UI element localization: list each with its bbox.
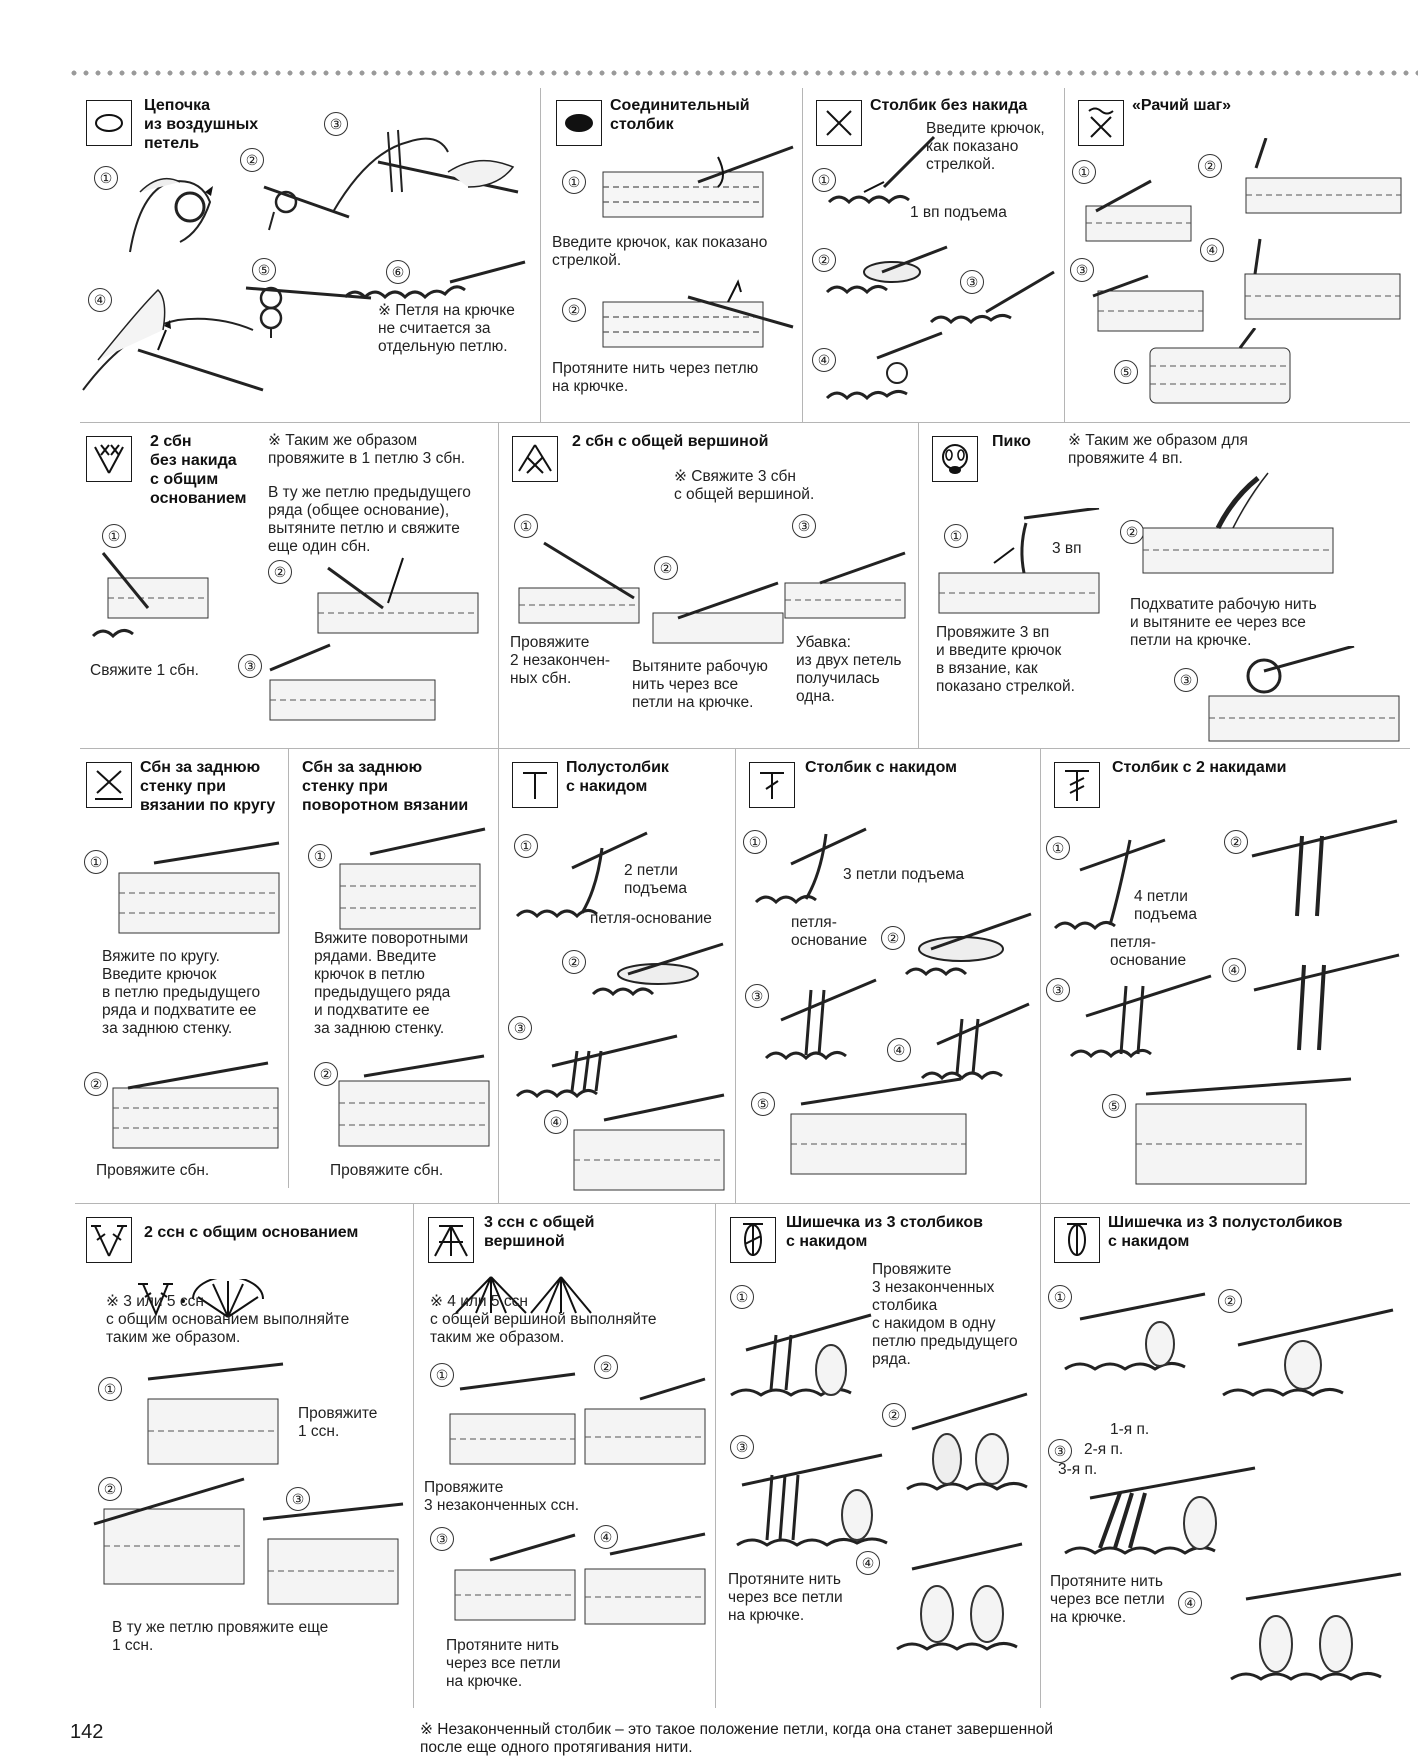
sc-back-round-illustration-1 [114, 838, 284, 938]
col-divider-r4-3 [1040, 1203, 1041, 1708]
step-3: ③ [1070, 258, 1094, 282]
sc-back-round-title: Сбн за заднюю стенку при вязании по кругу [140, 759, 276, 814]
step-3: ③ [792, 514, 816, 538]
crab-illustration-5 [1140, 328, 1300, 408]
bobble-slash-icon [730, 1217, 776, 1263]
slip-note-2: Протяните нить через петлю на крючке. [552, 360, 759, 395]
picot-note-2: 3 вп [1052, 540, 1082, 557]
step-4: ④ [544, 1110, 568, 1134]
sc-back-turning-illustration-1 [330, 824, 490, 934]
bobble-hdc-note-2: 2-я п. [1084, 1441, 1124, 1458]
step-1: ① [514, 514, 538, 538]
bobble-hdc-note-4: Протяните нить через все петли на крючке. [1050, 1573, 1165, 1626]
bobble-hdc-title: Шишечка из 3 полустолбиков с накидом [1108, 1214, 1343, 1250]
bobble-hdc-illustration-2 [1218, 1305, 1398, 1405]
sc-note-2: 1 вп подъема [910, 204, 1007, 221]
tilde-x-icon [1078, 100, 1124, 146]
step-2: ② [881, 926, 905, 950]
slip-illustration-2 [598, 272, 798, 352]
col-divider-r1-2 [802, 88, 803, 422]
step-2: ② [1218, 1289, 1242, 1313]
cell-crab-stitch [1070, 92, 1410, 420]
crab-illustration-2 [1226, 138, 1406, 218]
picot-illustration-1 [934, 508, 1104, 618]
bobble-dc-note-2: Протяните нить через все петли на крючке. [728, 1571, 843, 1624]
step-3: ③ [1174, 668, 1198, 692]
page-number: 142 [70, 1721, 104, 1743]
sc-back-turning-note-1: Вяжите поворотными рядами. Введите крючок в петлю предыдущего ряда и подхватите ее за заднюю стенку. [314, 930, 469, 1037]
t-slash-icon [749, 762, 795, 808]
chain-illustration-3 [328, 112, 528, 222]
step-1: ① [812, 168, 836, 192]
cell-picot [924, 428, 1408, 746]
bobble-hdc-note-1: 1-я п. [1110, 1421, 1150, 1438]
2sc-top-note-4: Убавка: из двух петель получилась одна. [796, 634, 902, 705]
step-3: ③ [960, 270, 984, 294]
3dc-top-illustration-2 [580, 1369, 710, 1469]
step-2: ② [1198, 154, 1222, 178]
2sc-top-illustration-3 [780, 538, 910, 628]
cell-double-crochet [741, 754, 1037, 1200]
step-4: ④ [1178, 1591, 1202, 1615]
x-underline-icon [86, 762, 132, 808]
step-4: ④ [88, 288, 112, 312]
hdc-note-2: петля-основание [590, 910, 712, 927]
step-2: ② [882, 1403, 906, 1427]
3dc-top-note-3: Протяните нить через все петли на крючке. [446, 1637, 561, 1690]
cell-2sc-common-base [78, 428, 496, 746]
col-divider-r2-2 [918, 422, 919, 748]
2sc-top-note-3: Вытяните рабочую нить через все петли на крючке. [632, 658, 768, 711]
tr-note-2: петля- основание [1110, 934, 1187, 969]
step-1: ① [94, 166, 118, 190]
chain-title: Цепочка из воздушных петель [144, 97, 259, 152]
step-2: ② [240, 148, 264, 172]
sc-back-turning-illustration-2 [334, 1046, 494, 1154]
step-1: ① [1048, 1285, 1072, 1309]
step-2: ② [268, 560, 292, 584]
hdc-illustration-2 [588, 934, 728, 1004]
step-5: ⑤ [1114, 360, 1138, 384]
step-3: ③ [238, 654, 262, 678]
step-3: ③ [730, 1435, 754, 1459]
bobble-hdc-illustration-3 [1060, 1453, 1260, 1563]
step-3: ③ [745, 984, 769, 1008]
step-4: ④ [1222, 958, 1246, 982]
3dc-top-illustration-4 [580, 1529, 710, 1629]
cell-3dc-common-top [420, 1209, 712, 1709]
dc-note-2: петля- основание [791, 914, 868, 949]
2sc-top-title: 2 сбн с общей вершиной [572, 433, 769, 450]
crab-illustration-3 [1088, 256, 1208, 336]
dotted-top-border [68, 68, 1418, 78]
oval-open-icon [86, 100, 132, 146]
picot-note-4: Провяжите 3 вп и введите крючок в вязание, как показано стрелкой. [936, 624, 1075, 695]
step-2: ② [562, 950, 586, 974]
step-2: ② [1224, 830, 1248, 854]
tr-title: Столбик с 2 накидами [1112, 759, 1287, 776]
step-1: ① [1046, 836, 1070, 860]
oval-filled-icon [556, 100, 602, 146]
step-1: ① [743, 830, 767, 854]
picot-illustration-3 [1204, 646, 1404, 744]
2sc-base-note-1: ※ Таким же образом провяжите в 1 петлю 3 сбн. [268, 432, 466, 467]
bobble-dc-title: Шишечка из 3 столбиков с накидом [786, 1214, 983, 1250]
dc-note-1: 3 петли подъема [843, 866, 965, 883]
t-icon [512, 762, 558, 808]
step-1: ① [84, 850, 108, 874]
sc-illustration-3 [926, 262, 1058, 332]
row-divider-2 [80, 748, 1410, 749]
tr-illustration-1 [1050, 830, 1170, 940]
cell-slip-stitch [548, 92, 800, 420]
cell-bobble-3hdc [1046, 1209, 1410, 1709]
2sc-base-illustration-1 [88, 548, 218, 638]
sc-note-1: Введите крючок, как показано стрелкой. [926, 120, 1045, 173]
chain-note: ※ Петля на крючке не считается за отдельную петлю. [378, 302, 515, 355]
cell-2sc-common-top [504, 428, 916, 746]
2sc-base-illustration-2 [308, 548, 488, 638]
sc-back-turning-title: Сбн за заднюю стенку при поворотном вязании [302, 759, 469, 814]
3dc-top-title: 3 ссн с общей вершиной [484, 1214, 595, 1250]
step-1: ① [1072, 160, 1096, 184]
tr-illustration-3 [1066, 956, 1216, 1066]
step-4: ④ [812, 348, 836, 372]
slip-illustration-1 [598, 142, 798, 222]
dc-illustration-2 [901, 904, 1037, 984]
step-1: ① [98, 1377, 122, 1401]
step-1: ① [514, 834, 538, 858]
bobble-hdc-illustration-1 [1060, 1289, 1210, 1379]
step-3: ③ [430, 1527, 454, 1551]
2sc-base-note-2: В ту же петлю предыдущего ряда (общее основание), вытяните петлю и свяжите еще один сбн. [268, 484, 471, 555]
2dc-base-illustration-3 [258, 1499, 408, 1609]
col-divider-r1-3 [1064, 88, 1065, 422]
step-3: ③ [1048, 1439, 1072, 1463]
dc-illustration-5 [781, 1074, 981, 1178]
step-2: ② [84, 1072, 108, 1096]
crab-illustration-4 [1230, 234, 1405, 324]
step-2: ② [812, 248, 836, 272]
picot-note-1: ※ Таким же образом для провяжите 4 вп. [1068, 432, 1248, 467]
tr-illustration-5 [1126, 1074, 1356, 1188]
2sc-top-illustration-1 [514, 538, 644, 628]
crab-title: «Рачий шаг» [1132, 97, 1232, 114]
bobble-dc-illustration-3 [732, 1445, 892, 1555]
3dc-top-illustration-1 [440, 1369, 580, 1469]
bobble-hdc-illustration-4 [1226, 1569, 1406, 1689]
step-5: ⑤ [1102, 1094, 1126, 1118]
step-1: ① [102, 524, 126, 548]
dc-illustration-3 [761, 960, 881, 1068]
step-3: ③ [286, 1487, 310, 1511]
step-1: ① [730, 1285, 754, 1309]
hdc-illustration-4 [564, 1090, 732, 1196]
bobble-hdc-note-3: 3-я п. [1058, 1461, 1098, 1478]
caret-x-icon [512, 436, 558, 482]
chain-illustration-1 [120, 152, 240, 262]
sc-illustration-1 [824, 132, 944, 212]
step-3: ③ [508, 1016, 532, 1040]
v-t-icon [86, 1217, 132, 1263]
step-3: ③ [324, 112, 348, 136]
col-divider-r4-1 [413, 1203, 414, 1708]
2dc-base-note-2: Провяжите 1 ссн. [298, 1405, 378, 1440]
col-divider-r3-4 [1040, 748, 1041, 1203]
step-1: ① [430, 1363, 454, 1387]
hdc-note-1: 2 петли подъема [624, 862, 687, 897]
2sc-base-illustration-3 [260, 640, 440, 730]
bobble-icon [1054, 1217, 1100, 1263]
picot-title: Пико [992, 433, 1031, 450]
2dc-base-title: 2 ссн с общим основанием [144, 1224, 359, 1241]
caret-t-icon [428, 1217, 474, 1263]
sc-back-round-illustration-2 [108, 1058, 284, 1154]
step-2: ② [1120, 520, 1144, 544]
cell-sc-back-loop-turning [294, 754, 496, 1186]
footnote-text: ※ Незаконченный столбик – это такое положение петли, когда она станет завершенной после еще одного протягивания нити. [420, 1721, 1054, 1756]
3dc-top-note-2: Провяжите 3 незаконченных ссн. [424, 1479, 580, 1514]
cell-2dc-common-base [78, 1209, 410, 1709]
tr-illustration-2 [1242, 816, 1402, 926]
hdc-title: Полустолбик с накидом [566, 759, 669, 795]
bobble-dc-illustration-4 [892, 1539, 1032, 1659]
cell-sc-back-loop-round [78, 754, 286, 1186]
hdc-illustration-1 [512, 828, 652, 928]
dc-illustration-4 [917, 994, 1035, 1086]
step-1: ① [308, 844, 332, 868]
2sc-top-note-2: Провяжите 2 незакончен- ных сбн. [510, 634, 611, 687]
step-6: ⑥ [386, 260, 410, 284]
cell-treble-crochet [1046, 754, 1410, 1200]
picot-illustration-2 [1138, 468, 1338, 578]
sc-back-round-note-1: Вяжите по кругу. Введите крючок в петлю предыдущего ряда и подхватите ее за заднюю стенку. [102, 948, 261, 1037]
2dc-base-note-1: ※ 3 или 5 ссн с общим основанием выполняйте таким же образом. [106, 1293, 350, 1346]
col-divider-r4-2 [715, 1203, 716, 1708]
step-1: ① [944, 524, 968, 548]
step-2: ② [654, 556, 678, 580]
sc-illustration-4 [822, 328, 952, 408]
cell-single-crochet [808, 92, 1062, 420]
row-divider-1 [80, 422, 1410, 423]
step-4: ④ [594, 1525, 618, 1549]
cell-chain-stitch [78, 92, 538, 420]
tr-note-1: 4 петли подъема [1134, 888, 1197, 923]
bobble-dc-illustration-2 [902, 1389, 1032, 1499]
sc-title: Столбик без накида [870, 97, 1028, 114]
cell-half-double-crochet [504, 754, 732, 1200]
col-divider-r3-3 [735, 748, 736, 1203]
sc-back-round-note-2: Провяжите сбн. [96, 1162, 210, 1179]
t-double-slash-icon [1054, 762, 1100, 808]
tr-illustration-4 [1244, 940, 1404, 1060]
row-divider-3 [75, 1203, 1410, 1204]
step-3: ③ [1046, 978, 1070, 1002]
2sc-top-illustration-2 [648, 578, 788, 648]
2dc-base-illustration-2 [84, 1469, 254, 1589]
step-2: ② [314, 1062, 338, 1086]
v-x-icon [86, 436, 132, 482]
2sc-base-title: 2 сбн без накида с общим основанием [150, 433, 247, 507]
col-divider-r1-1 [540, 88, 541, 422]
step-5: ⑤ [751, 1092, 775, 1116]
3dc-top-illustration-3 [450, 1525, 580, 1625]
col-divider-r3-1 [288, 748, 289, 1188]
slip-note-1: Введите крючок, как показано стрелкой. [552, 234, 768, 269]
step-2: ② [98, 1477, 122, 1501]
crab-illustration-1 [1076, 176, 1196, 246]
cell-bobble-3dc [722, 1209, 1038, 1709]
3dc-top-note-1: ※ 4 или 5 ссн с общей вершиной выполняйте таким же образом. [430, 1293, 657, 1346]
step-2: ② [594, 1355, 618, 1379]
step-4: ④ [887, 1038, 911, 1062]
bobble-dc-illustration-1 [726, 1305, 876, 1405]
bobble-dc-note-1: Провяжите 3 незаконченных столбика с накидом в одну петлю предыдущего ряда. [872, 1261, 1018, 1368]
2dc-base-note-3: В ту же петлю провяжите еще 1 ссн. [112, 1619, 329, 1654]
step-4: ④ [1200, 238, 1224, 262]
2sc-base-note-3: Свяжите 1 сбн. [90, 662, 199, 679]
picot-icon [932, 436, 978, 482]
dc-illustration-1 [751, 824, 871, 914]
2sc-top-note-1: ※ Свяжите 3 сбн с общей вершиной. [674, 468, 815, 503]
step-4: ④ [856, 1551, 880, 1575]
step-5: ⑤ [252, 258, 276, 282]
dc-title: Столбик с накидом [805, 759, 957, 776]
col-divider-r2-1 [498, 422, 499, 748]
col-divider-r3-2 [498, 748, 499, 1203]
step-1: ① [562, 170, 586, 194]
slip-title: Соединительный столбик [610, 97, 750, 133]
step-2: ② [562, 298, 586, 322]
picot-note-3: Подхватите рабочую нить и вытяните ее через все петли на крючке. [1130, 596, 1317, 649]
sc-back-turning-note-2: Провяжите сбн. [330, 1162, 444, 1179]
2dc-base-illustration-1 [138, 1359, 288, 1469]
